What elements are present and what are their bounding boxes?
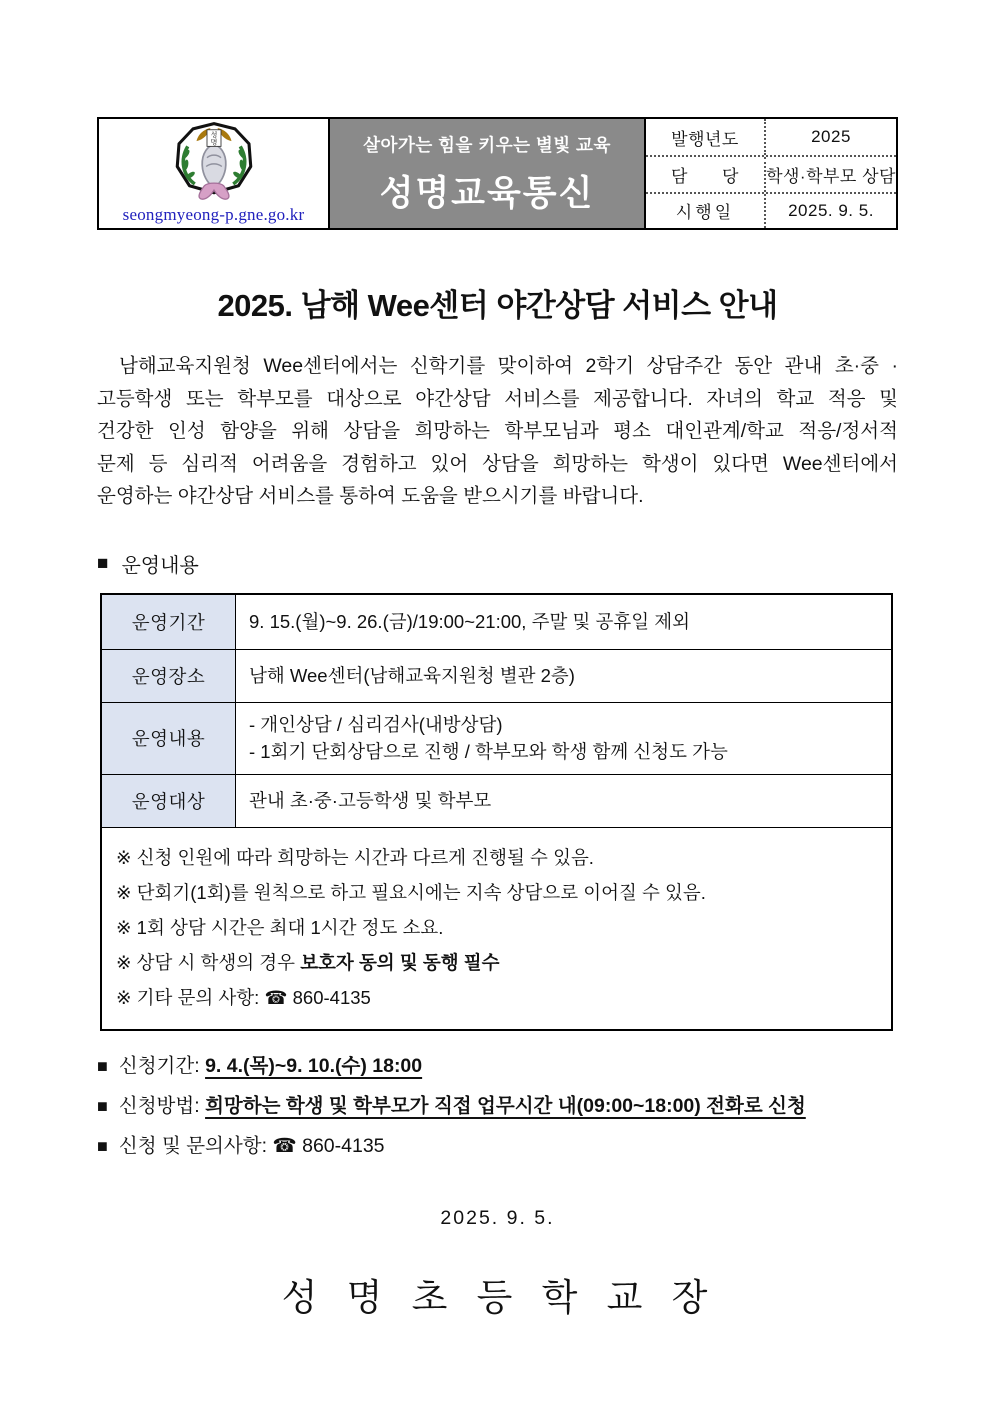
table-row-place [101, 649, 892, 702]
intro-line: 고등학생 또는 학부모를 대상으로 야간상담 서비스를 제공합니다. 자녀의 학교 적응 및 [97, 387, 898, 410]
section-heading-operation [97, 549, 898, 578]
content-line-1: - 개인상담 / 심리검사(내방상담) [249, 714, 503, 735]
application-period-value: 9. 4.(목)~9. 10.(수) 18:00 [205, 1054, 423, 1077]
issue-date-label: 시행일 [646, 194, 766, 228]
black-square-icon: ■ [97, 1095, 108, 1116]
black-square-icon: ■ [97, 1135, 108, 1156]
note-text: 기타 문의 사항: ☎ 860-4135 [136, 986, 371, 1008]
row-value-target: 관내 초·중·고등학생 및 학부모 [236, 774, 893, 827]
application-contact-line [97, 1132, 898, 1160]
intro-line: 건강한 인성 함양을 위해 상담을 희망하는 학부모님과 평소 대인관계/학교 적응/정서적 [97, 420, 898, 442]
application-method-line [97, 1092, 898, 1120]
school-website-url: seongmyeong-p.gne.go.kr [122, 205, 305, 224]
operation-table [100, 593, 893, 1031]
row-value-content [236, 702, 893, 774]
issue-date-row [646, 192, 896, 228]
application-method-label: 신청방법: [118, 1094, 206, 1117]
school-emblem-svg [158, 121, 270, 205]
application-period-line [97, 1052, 898, 1080]
newsletter-banner [330, 119, 644, 228]
note-text: 1회 상담 시간은 최대 1시간 정도 소요. [136, 916, 444, 938]
person-in-charge-row [646, 155, 896, 191]
reference-mark-icon: ※ [116, 916, 132, 938]
note-line-3 [116, 910, 877, 945]
application-contact-label: 신청 및 문의사항: ☎ 860-4135 [118, 1134, 385, 1157]
person-in-charge-label: 담 당 [646, 157, 766, 191]
application-section [97, 1052, 898, 1160]
principal-signature: 성 명 초 등 학 교 장 [281, 1277, 714, 1319]
document-date: 2025. 9. 5. [440, 1206, 555, 1229]
row-value-place: 남해 Wee센터(남해교육지원청 별관 2층) [236, 649, 893, 702]
intro-line: 문제 등 심리적 어려움을 경험하고 있어 상담을 희망하는 학생이 있다면 Wee센터에서 [97, 452, 898, 475]
intro-line: 운영하는 야간상담 서비스를 통하여 도움을 받으시기를 바랍니다. [97, 485, 644, 507]
note-text: 신청 인원에 따라 희망하는 시간과 다르게 진행될 수 있음. [136, 846, 594, 868]
school-logo-cell [99, 119, 330, 228]
newsletter-title: 성명교육통신 [379, 173, 595, 213]
note-text-bold: 보호자 동의 및 동행 필수 [300, 951, 500, 973]
note-line-2 [116, 875, 877, 910]
person-in-charge-value: 학생·학부모 상담 [766, 166, 896, 186]
table-row-period [101, 594, 892, 650]
issue-info-table [644, 119, 896, 228]
row-value-period: 9. 15.(월)~9. 26.(금)/19:00~21:00, 주말 및 공휴일 제외 [236, 594, 893, 650]
content-line-2: - 1회기 단회상담으로 진행 / 학부모와 학생 함께 신청도 가능 [249, 741, 728, 762]
note-text: 상담 시 학생의 경우 [136, 951, 301, 973]
issue-year-row [646, 119, 896, 155]
row-label-content: 운영내용 [101, 702, 236, 774]
table-row-target [101, 774, 892, 827]
document-title: 2025. 남해 Wee센터 야간상담 서비스 안내 [217, 288, 778, 323]
black-square-icon: ■ [97, 1055, 108, 1076]
school-emblem-icon [158, 121, 270, 205]
reference-mark-icon: ※ [116, 846, 132, 868]
note-line-1 [116, 840, 877, 875]
intro-line: 남해교육지원청 Wee센터에서는 신학기를 맞이하여 2학기 상담주간 동안 관내 초·중 · [119, 355, 898, 377]
issue-year-value: 2025 [811, 127, 851, 147]
note-line-5 [116, 980, 877, 1015]
masthead [97, 117, 898, 230]
issue-date-value: 2025. 9. 5. [788, 200, 874, 220]
emblem-text-top: 성 [210, 131, 217, 139]
application-period-label: 신청기간: [118, 1054, 206, 1077]
row-label-period: 운영기간 [101, 594, 236, 650]
reference-mark-icon: ※ [116, 986, 132, 1008]
note-line-4 [116, 945, 877, 980]
notes-cell [101, 827, 892, 1030]
emblem-text-bottom: 명 [210, 139, 217, 147]
row-label-target: 운영대상 [101, 774, 236, 827]
issue-year-label: 발행년도 [646, 119, 766, 155]
application-method-value: 희망하는 학생 및 학부모가 직접 업무시간 내(09:00~18:00) 전화로 신청 [205, 1094, 806, 1117]
section-heading-label: 운영내용 [121, 554, 199, 577]
table-row-content [101, 702, 892, 774]
row-label-place: 운영장소 [101, 649, 236, 702]
intro-paragraph [97, 350, 898, 513]
table-row-notes [101, 827, 892, 1030]
reference-mark-icon: ※ [116, 881, 132, 903]
banner-slogan: 살아가는 힘을 키우는 별빛 교육 [363, 134, 611, 155]
reference-mark-icon: ※ [116, 951, 132, 973]
note-text: 단회기(1회)를 원칙으로 하고 필요시에는 지속 상담으로 이어질 수 있음. [136, 881, 706, 903]
black-square-icon: ■ [97, 552, 109, 574]
